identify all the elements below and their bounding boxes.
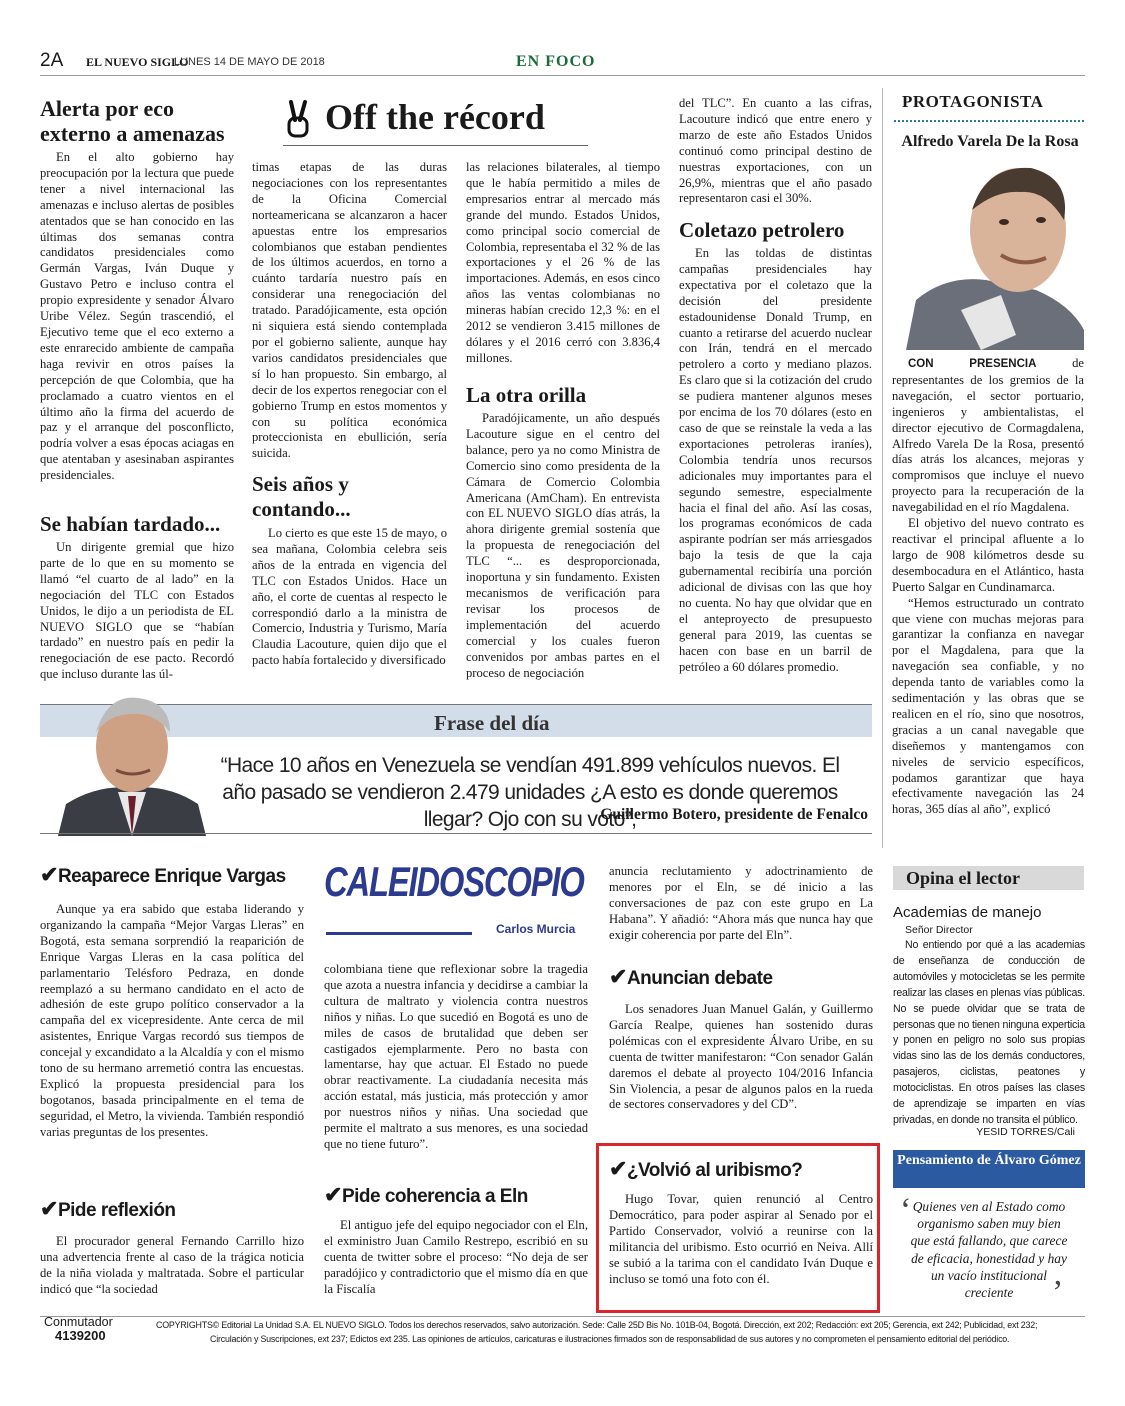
alerta-heading: Alerta por eco externo a amenazas [40,96,225,146]
reaparece-heading [40,862,304,888]
reflexion-heading [40,1196,304,1222]
footer-line2: Circulación y Suscripciones, ext 237; Edictos ext 235. Las opiniones de artículos, caricaturas e ilustraciones firmados son de responsabilidad de sus autores y no comprometen el pensamiento editorial del periódico. [210,1334,1010,1344]
off-record-title: Off the récord [325,97,545,137]
caleidoscopio-right-col [609,864,873,944]
uribismo-section [609,1156,873,1287]
conmutador-label: Conmutador [44,1315,113,1329]
caleidoscopio-mid-body: colombiana tiene que reflexionar sobre la tragedia que azota a nuestra infancia y decidirse a cambiar la cultura de maltrato y violencia contra nuestros niños y niñas. Lo que sucedió en Bogotá es uno de miles de casos de brutalidad que deben ser castigados ejemplarmente. Pero no basta con lamentarse, hay que actuar. El Estado no puede obrar reactivamente. La ciudadanía necesita más acción estatal, más justicia, más protección y amor por nuestros niños y niñas. Una sociedad que permite el maltrato a sus menores, es una sociedad que no tiene futuro”. [324,962,588,1151]
tardado-section [40,512,234,683]
coletazo-heading: Coletazo petrolero [679,218,845,242]
caleidoscopio-logo [322,858,592,938]
frase-photo [58,692,206,836]
protagonista-text [892,356,1084,818]
col2-body: timas etapas de las duras negociaciones con los representantes de la Oficina Comercial norteamericana se alcanzaron a hacer apuestas entre los empresarios colombianos que estaban pendientes de los últimos acuerdos, en torno a cuánto tardaría nuestro país en considerar una renegociación del tratado. Paradójicamente, esta opción ni siquiera está siendo contemplada por el gobierno saliente, aunque hay varios candidatos presidenciales que sí lo han propuesto. Sin embargo, al decir de los expertos renegociar con el gobierno Trump en estos momentos y con su política económica proteccionista en ebullición, sería suicida. [252,160,447,461]
reaparece-body: Aunque ya era sabido que estaba liderando y organizando la campaña “Mejor Vargas Lleras” en Bogotá, esta semana sorprendió la reaparición de Enrique Vargas Lleras en la casa política del parlamentario Telésforo Pedraza, en donde reemplazó a su hermano candidato en el acto de adhesión de este grupo político conservador a la campaña del ex vicepresidente. Ante cerca de mil asistentes, Enrique Vargas recordó sus tiempos de concejal y excandidato a la Alcaldía y con el mismo tono de su hermano arremetió contra las encuestas. Explicó la propuesta presidencial para los bogotanos, basada principalmente en el tema de seguridad, el Metro, la vivienda. También respondió varias preguntas de los presentes. [40,902,304,1139]
opina-label: Opina el lector [906,868,1020,888]
caleidoscopio-title: CALEIDOSCOPIO [324,858,584,905]
open-quote-icon: ‘ [900,1192,912,1229]
off-record-title-rule [283,145,588,146]
col4-body: del TLC”. En cuanto a las cifras, Lacouture indicó que entre enero y marzo de este año Estados Unidos continuó como principal destino de nuestras exportaciones, con un 26,9%, mientras que el año pasado representaron casi el 30%. [679,96,872,206]
uribismo-heading [609,1156,873,1182]
protagonista-p3: “Hemos estructurado un contrato que viene con muchas mejoras para garantizar la confianza en navegar por el Magdalena, para que la navegación sea confiable, y no dependa tanto de variables como la sedimentación y las obras que se realicen en el río, sino que nosotros, gracias a un canal navegable que diseñemos y mantengamos con niveles de servicio específicos, podamos garantizar que haya efectivamente navegación las 24 horas, 365 días al año”, explicó [892,595,1084,817]
opina-body: No entiendo por qué a las academias de enseñanza de conducción de automóviles y motocicletas se les permite realizar las clases en plenas vías públicas. No se puede olvidar que se trata de personas que no tienen ninguna experticia y ponen en peligro no solo sus propias vidas sino las de los demás conductores, pasajeros, ciclistas, peatones y motociclistas. En otros países las clases de aprendizaje se imparten en vías privadas, en donde no transita el público. [893,939,1085,1126]
coletazo-body: En las toldas de distintas campañas presidenciales hay expectativa por el coletazo que la decisión del presidente estadounidense Donald Trump, en cuanto a retirarse del acuerdo nuclear con Irán, tendrá en el mercado petrolero a corto y mediano plazos. Es claro que si la cotización del crudo se pudiera mantener algunos meses por encima de los 70 dólares (esto en caso de que se reinstale la veda a las exportaciones petroleras iraníes), Colombia tendría unos recursos adicionales muy importantes para el segundo semestre, especialmente hacia el final del año. Así las cosas, los programas económicos de cada aspirante podrían ser más arriesgados bajo la tesis de que la caja gubernamental recibiría una porción adicional de divisas con las que hoy no cuenta. No hay que olvidar que en el anteproyecto de presupuesto general para 2019, las cuentas se hacen con base en un barril de petróleo a 60 dólares promedio. [679,246,872,674]
seis-section [252,472,447,669]
protagonista-p1 [892,356,1084,516]
footer-rule [40,1316,1085,1317]
debate-body: Los senadores Juan Manuel Galán, y Guillermo García Realpe, quienes han sostenido duras polémicas con el expresidente Álvaro Uribe, en su cuenta de twitter manifestaron: “Con senador Galán daremos el debate al proyecto 104/2016 Infancia Sin Violencia, a pesar de algunos palos en la rueda de sectores conservadores y del CD”. [609,1002,873,1112]
caleidoscopio-right-body: anuncia reclutamiento y adoctrinamiento de menores por el Eln, se dé inicio a las conversaciones de paz con este grupo en La Habana”. Y añadió: “Ahora más que nunca hay que exigir coherencia por parte del Eln”. [609,864,873,942]
protagonista-photo [906,160,1084,350]
uribismo-body: Hugo Tovar, quien renunció al Centro Democrático, para poder aspirar al Senado por el Partido Conservador, volvió a reunirse con la militancia del uribismo. Esto ocurrió en Neiva. Allí se subió a la tarima con el candidato Iván Duque e incluso se tomó una foto con él. [609,1192,873,1286]
uribismo-heading-text: ¿Volvió al uribismo? [626,1160,803,1181]
victory-hand-icon [283,100,313,140]
coherencia-section [324,1182,588,1298]
checkmark-icon: ✔ [40,1196,58,1221]
protagonista-name: Alfredo Varela De la Rosa [901,133,1079,150]
frase-label: Frase del día [434,711,550,735]
close-quote-icon: ’ [1052,1274,1064,1311]
debate-heading [609,964,873,990]
reflexion-heading-text: Pide reflexión [57,1200,176,1221]
tardado-body: Un dirigente gremial que hizo parte de lo que en su momento se llamó “el cuarto de al lado” en la negociación del TLC con Estados Unidos, le dijo a un periodista de EL NUEVO SIGLO que se “habían tardado” en nuestro país en pedir la renegociación de ese pacto. Recordó que incluso durante las úl- [40,540,234,682]
sidebar-divider [882,88,883,848]
off-record-title-block [283,96,603,144]
reflexion-body: El procurador general Fernando Carrillo hizo una advertencia frente al caso de la trágica noticia de la niña violada y maltratada. Sobre el particular indicó que “la sociedad [40,1234,304,1296]
caleidoscopio-mid-col [324,962,588,1153]
reaparece-heading-text: Reaparece Enrique Vargas [57,866,286,887]
opina-title: Academias de manejo [893,904,1042,921]
pensamiento-banner: Pensamiento de Álvaro Gómez [893,1150,1085,1188]
caleidoscopio-rule [326,932,472,935]
alerta-section [40,96,234,484]
protagonista-lead: CON PRESENCIA [908,358,1037,370]
orilla-heading: La otra orilla [466,383,587,407]
issue-date: LUNES 14 DE MAYO DE 2018 [174,56,325,68]
conmutador-number: 4139200 [55,1328,106,1343]
alerta-body: En el alto gobierno hay preocupación por la lectura que puede tener a nivel internacional las amenazas e incluso alertas de posibles atentados que se han conocido en las últimas dos semanas contra candidatos presidenciales como Germán Vargas, Iván Duque y Gustavo Petro e incluso contra el propio expresidente y senador Álvaro Uribe Vélez. Según trascendió, el Ejecutivo teme que el eco externo a este enrarecido ambiente de campaña haga revivir en otros países la percepción de que Colombia, que ha proclamado a cuatro vientos en el último año la firma del acuerdo de paz y el arranque del posconflicto, podría volver a esas épocas aciagas en que atentaban y asesinaban aspirantes presidenciales. [40,150,234,483]
frase-author: Guillermo Botero, presidente de Fenalco [600,806,868,823]
checkmark-icon: ✔ [324,1182,342,1207]
caleidoscopio-author: Carlos Murcia [496,922,576,936]
protagonista-p1-text: de representantes de los gremios de la navegación, el sector portuario, ingenieros y ambientalistas, el director ejecutivo de Cormagdalena, Alfredo Varela De la Rosa, presentó días atrás los alcances, mejoras y compromisos que incluye el nuevo proyecto para la recuperación de la navegabilidad en el río Magdalena. [892,356,1084,515]
checkmark-icon: ✔ [609,964,627,989]
protagonista-p2: El objetivo del nuevo contrato es reactivar el principal afluente a lo largo de 908 kilómetros desde su desembocadura en el Atlántico, hasta Puerto Salgar en Cundinamarca. [892,516,1084,594]
checkmark-icon: ✔ [609,1156,627,1181]
coherencia-heading [324,1182,588,1208]
opina-salutation: Señor Director [905,924,973,936]
paper-name: EL NUEVO SIGLO [86,55,189,69]
frase-quote: “Hace 10 años en Venezuela se vendían 491.899 vehículos nuevos. El año pasado se vendieron 2.479 unidades ¿A esto es donde queremos llegar? Ojo con su voto”, [220,754,840,831]
off-record-col4 [679,96,872,207]
pensamiento-quote: Quienes ven al Estado como organismo saben muy bien que está fallando, que carece de eficacia, honestidad y hay un vacío institucional creciente [910,1199,1068,1301]
seis-body: Lo cierto es que este 15 de mayo, o sea mañana, Colombia celebra seis años de la entrada en vigencia del TLC con Estados Unidos. Hace un año, el corte de cuentas al respecto le correspondió darlo a la ministra de Comercio, Industria y Turismo, María Claudia Lacouture, quien dijo que el pacto había fortalecido y diversificado [252,526,447,668]
coherencia-body: El antiguo jefe del equipo negociador con el Eln, el exministro Juan Camilo Restrepo, escribió en su cuenta de twitter sobre el proceso: “No deja de ser paradójico y contradictorio que el mismo día en que la Fiscalía [324,1218,588,1296]
checkmark-icon: ✔ [40,862,58,887]
header-rule [40,75,1085,76]
debate-section [609,964,873,1113]
off-record-col3 [466,160,660,367]
section-name: EN FOCO [516,53,596,70]
orilla-section [466,383,660,681]
frase-bottom-rule [40,833,872,834]
coletazo-section [679,218,872,675]
protagonista-label: PROTAGONISTA [902,92,1044,111]
reaparece-section [40,862,304,1141]
coherencia-heading-text: Pide coherencia a Eln [341,1186,528,1207]
protagonista-dotted-rule [894,120,1084,122]
off-record-col2 [252,160,447,462]
orilla-body: Paradójicamente, un año después Lacouture sigue en el centro del balance, pero ya no como Ministra de Comercio sino como presidenta de la Cámara de Comercio Colombia Americana (AmCham). En entrevista con EL NUEVO SIGLO días atrás, la ahora dirigente gremial sostenía que la propuesta de renegociación del TLC “... es desproporcionada, inoportuna y sin fundamento. Existen mecanismos de verificación para revisar los procesos de implementación del acuerdo comercial y los cuales fueron convenidos por ambas partes en el proceso de negociación [466,411,660,680]
debate-heading-text: Anuncian debate [626,968,773,989]
col3-body: las relaciones bilaterales, al tiempo que le había permitido a miles de empresarios entrar al mercado más grande del mundo. Estados Unidos, como principal socio comercial de Colombia, representaba el 32 % de las exportaciones y el 26 % de las importaciones. Además, en esos cinco años las ventas colombianas no mineras habían crecido 12,3 %: en el 2012 se vendieron 3.415 millones de dólares y el 2016 cerró con 3.836,4 millones. [466,160,660,365]
tardado-heading: Se habían tardado... [40,512,221,536]
opina-signature: YESID TORRES/Cali [976,1126,1075,1138]
page-number: 2A [40,50,64,71]
seis-heading: Seis años y contando... [252,472,351,521]
reflexion-section [40,1196,304,1298]
footer-line1: COPYRIGHTS© Editorial La Unidad S.A. EL NUEVO SIGLO. Todos los derechos reservados, salvo autorización. Sede: Calle 25D Bis No. 101B-04, Bogotá. Dirección, ext 202; Redacción: ext 205; Gerencia, ext 242; Publicidad, ext 232; [156,1320,1038,1330]
